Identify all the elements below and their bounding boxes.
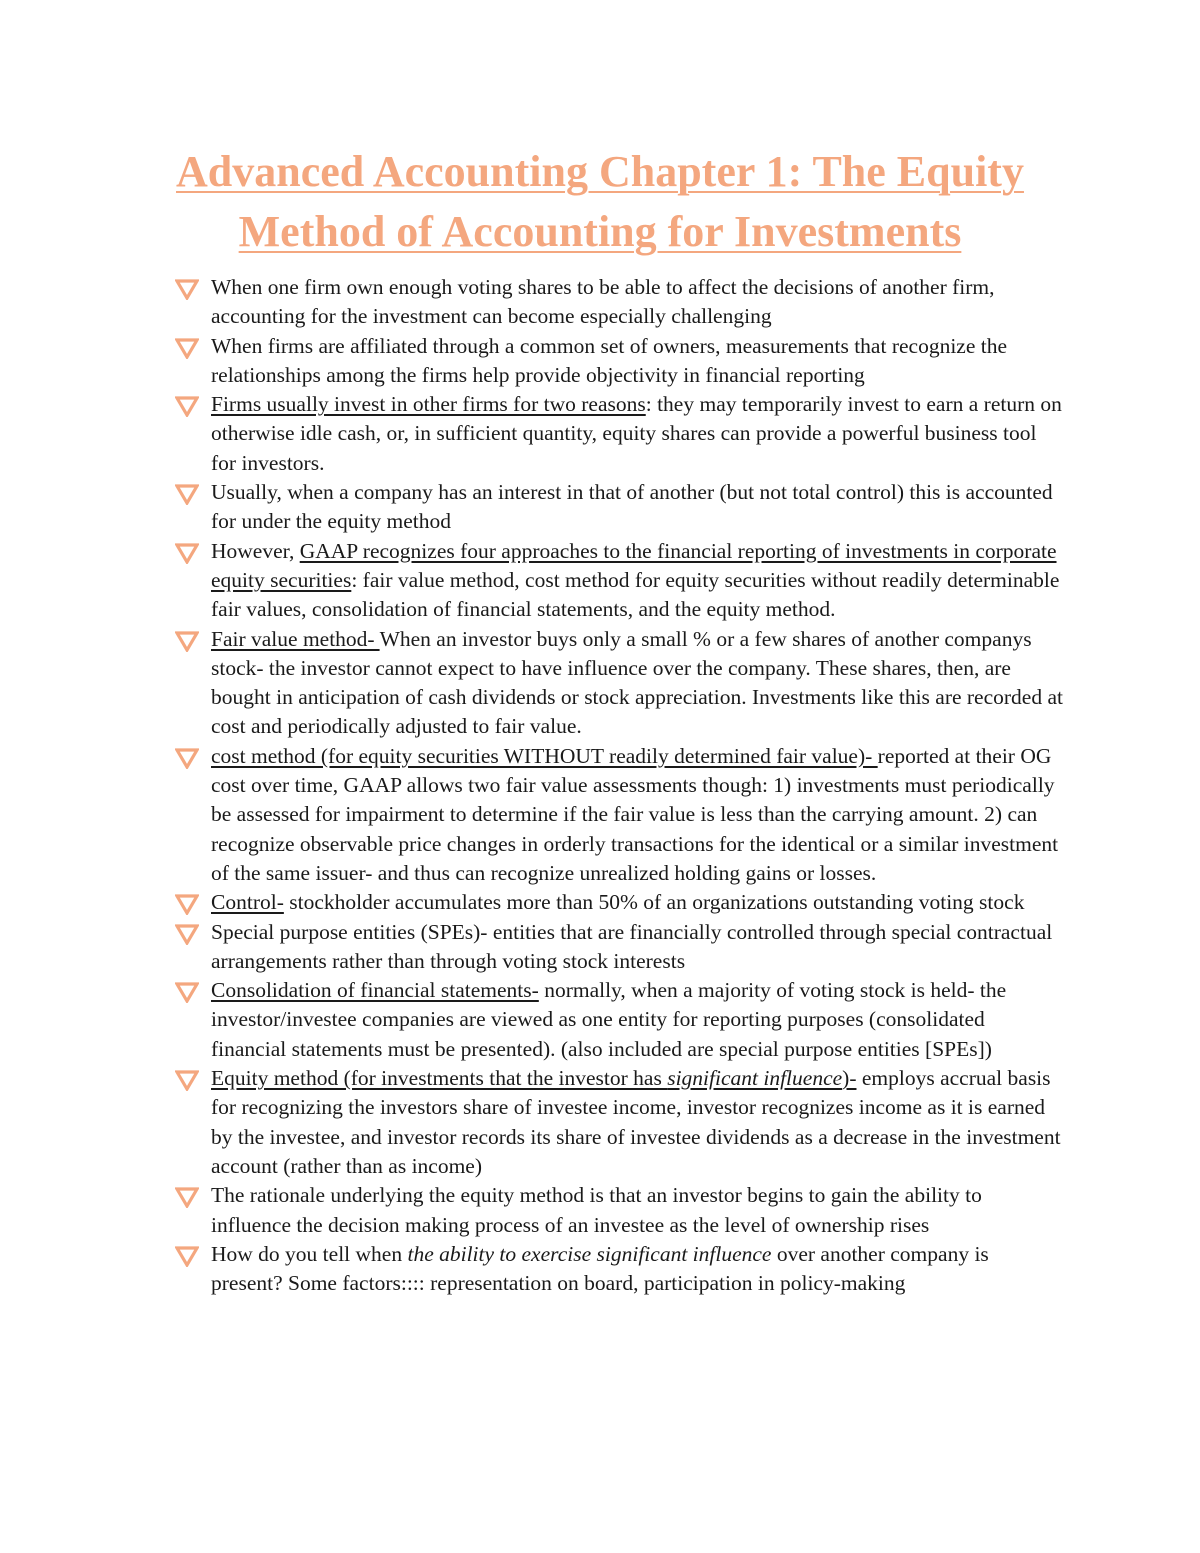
- list-item: [175, 1240, 1065, 1299]
- text-run: How do you tell when: [211, 1241, 408, 1266]
- text-run: Special purpose entities (SPEs)- entities that are financially controlled through special contractual arrangements rather than through voting stock interests: [211, 919, 1053, 973]
- list-item: [175, 1181, 1065, 1240]
- triangle-down-outline-icon: [175, 630, 199, 652]
- text-run: Usually, when a company has an interest in that of another (but not total control) this is accounted for under the equity method: [211, 480, 1053, 534]
- list-item-text: [211, 1242, 989, 1295]
- text-run: normally, when a majority of voting stock is held- the investor/investee companies are viewed as one entity for reporting purposes (consolidated financial statements must be presented). (also included are special purpose entities [SPEs]): [211, 978, 1007, 1061]
- underlined-text: )-: [842, 1066, 857, 1091]
- triangle-down-outline-icon: [175, 483, 199, 505]
- italic-text: the ability to exercise significant influence: [407, 1241, 772, 1266]
- list-item: [175, 332, 1065, 391]
- text-run: However,: [211, 538, 300, 563]
- text-run: When one firm own enough voting shares to be able to affect the decisions of another firm, accounting for the investment can become especially challenging: [211, 275, 995, 329]
- list-item: [175, 742, 1065, 888]
- triangle-down-outline-icon: [175, 981, 199, 1003]
- list-item-text: [211, 334, 1007, 387]
- list-item: [175, 918, 1065, 977]
- list-item-text: [211, 890, 1024, 914]
- list-item: [175, 1064, 1065, 1181]
- list-item-text: [211, 1066, 1061, 1178]
- list-item: [175, 537, 1065, 625]
- list-item-text: [211, 392, 1062, 475]
- triangle-down-outline-icon: [175, 1069, 199, 1091]
- bullet-list: [175, 273, 1065, 1298]
- underlined-text: cost method (for equity securities WITHOUT readily determined fair value)-: [211, 743, 878, 768]
- list-item-text: [211, 1183, 982, 1236]
- page-title: Advanced Accounting Chapter 1: The Equity Method of Accounting for Investments: [176, 147, 1024, 256]
- underlined-text: significant influence: [667, 1066, 843, 1091]
- underlined-text: Control-: [211, 890, 284, 915]
- triangle-down-outline-icon: [175, 893, 199, 915]
- list-item-text: [211, 920, 1052, 973]
- list-item-text: [211, 539, 1059, 622]
- list-item: [175, 273, 1065, 332]
- list-item: [175, 478, 1065, 537]
- text-run: : they may temporarily invest to earn a return on otherwise idle cash, or, in sufficient quantity, equity shares can provide a powerful business tool for investors.: [211, 392, 1062, 475]
- text-run: over another company is present? Some factors:::: representation on board, participation in policy-making: [211, 1241, 989, 1296]
- text-run: The rationale underlying the equity method is that an investor begins to gain the ability to influence the decision making process of an investee as the level of ownership rises: [211, 1183, 982, 1237]
- text-run: : fair value method, cost method for equity securities without readily determinable fair values, consolidation of financial statements, and the equity method.: [211, 567, 1060, 622]
- triangle-down-outline-icon: [175, 337, 199, 359]
- list-item: [175, 976, 1065, 1064]
- list-item-text: [211, 480, 1053, 533]
- triangle-down-outline-icon: [175, 1245, 199, 1267]
- underlined-text: Consolidation of financial statements-: [211, 978, 539, 1003]
- list-item-text: [211, 275, 995, 328]
- list-item-text: [211, 978, 1006, 1061]
- list-item: [175, 390, 1065, 478]
- list-item: [175, 625, 1065, 742]
- text-run: employs accrual basis for recognizing the investors share of investee income, investor recognizes income as it is earned by the investee, and investor records its share of investee dividends as a decrease in the investment account (rather than as income): [211, 1066, 1061, 1178]
- underlined-text: GAAP recognizes four approaches to the financial reporting of investments in corporate equity securities: [211, 538, 1057, 592]
- triangle-down-outline-icon: [175, 278, 199, 300]
- list-item-text: [211, 744, 1058, 885]
- text-run: stockholder accumulates more than 50% of an organizations outstanding voting stock: [283, 890, 1025, 915]
- triangle-down-outline-icon: [175, 542, 199, 564]
- underlined-text: Firms usually invest in other firms for two reasons: [211, 392, 646, 417]
- triangle-down-outline-icon: [175, 1186, 199, 1208]
- text-run: When an investor buys only a small % or a few shares of another companys stock- the investor cannot expect to have influence over the company. These shares, then, are bought in anticipation of cash dividends or stock appreciation. Investments like this are recorded at cost and periodically adjusted to fair value.: [211, 626, 1063, 739]
- underlined-text: Equity method (for investments that the investor has: [211, 1066, 668, 1091]
- list-item-text: [211, 627, 1063, 739]
- triangle-down-outline-icon: [175, 395, 199, 417]
- text-run: When firms are affiliated through a common set of owners, measurements that recognize the relationships among the firms help provide objectivity in financial reporting: [211, 333, 1008, 387]
- underlined-text: Fair value method-: [211, 626, 380, 651]
- triangle-down-outline-icon: [175, 747, 199, 769]
- triangle-down-outline-icon: [175, 923, 199, 945]
- text-run: reported at their OG cost over time, GAAP allows two fair value assessments though: 1) investments must periodically be assessed for impairment to determine if the fair value is less than the carrying amount. 2) can recognize observable price changes in orderly transactions for the identical or a similar investment of the same issuer- and thus can recognize unrealized holding gains or losses.: [211, 743, 1059, 885]
- list-item: [175, 888, 1065, 917]
